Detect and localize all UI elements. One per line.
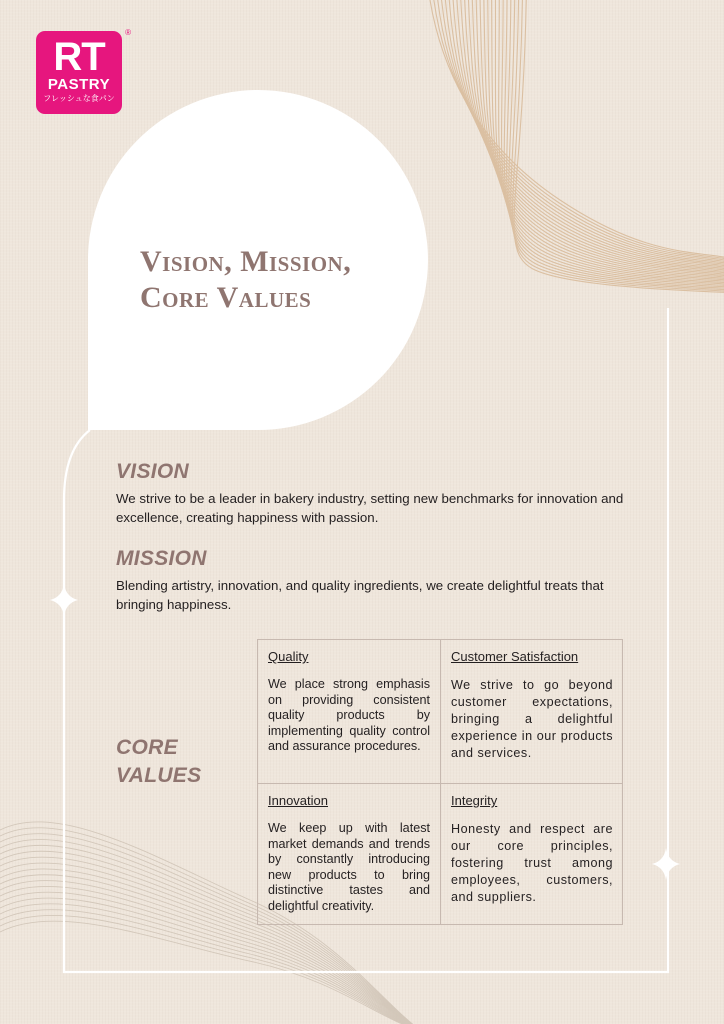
vision-heading: VISION bbox=[116, 460, 189, 483]
contour-line bbox=[495, 0, 724, 282]
logo-mark: RT bbox=[53, 35, 105, 79]
core-value-text: We place strong emphasis on providing consistent quality products by implementing quality control and assurance procedures. bbox=[268, 677, 430, 754]
core-value-quality bbox=[258, 640, 440, 783]
core-value-title: Innovation bbox=[268, 793, 328, 808]
core-value-text: Honesty and respect are our core principles, fostering trust among employees, customers, and suppliers. bbox=[451, 822, 613, 904]
core-values-heading bbox=[116, 734, 226, 790]
contour-line bbox=[461, 0, 724, 271]
sparkle-star-icon-left bbox=[50, 584, 78, 616]
core-value-text: We strive to go beyond customer expectations, bringing a delightful experience in our products and services. bbox=[451, 678, 613, 760]
contour-line bbox=[465, 0, 724, 272]
rt-pastry-logo bbox=[36, 28, 131, 114]
core-value-innovation bbox=[258, 783, 440, 925]
registered-mark: ® bbox=[125, 28, 131, 37]
logo-tagline: フレッシュな食パン bbox=[43, 94, 115, 103]
page-title-line1: Vision, Mission, bbox=[140, 245, 352, 278]
mission-heading: MISSION bbox=[116, 547, 207, 570]
vision-text: We strive to be a leader in bakery industry, setting new benchmarks for innovation and excellence, creating happiness with passion. bbox=[116, 491, 624, 525]
page-title-line2: Core Values bbox=[140, 281, 312, 314]
core-value-title: Integrity bbox=[451, 793, 498, 808]
core-value-text: We keep up with latest market demands and trends by constantly introducing new products to bring distinctive tastes and delightful creativity. bbox=[268, 821, 430, 913]
contour-line bbox=[449, 0, 724, 267]
core-values-heading-line2: VALUES bbox=[116, 764, 202, 787]
page-title bbox=[140, 244, 440, 316]
core-value-integrity bbox=[440, 783, 623, 925]
contour-line bbox=[457, 0, 724, 269]
sparkle-star-icon-right bbox=[652, 848, 680, 880]
core-value-title: Customer Satisfaction bbox=[451, 649, 579, 664]
core-value-customer-satisfaction bbox=[440, 640, 623, 783]
logo-brand: PASTRY bbox=[47, 76, 111, 93]
core-values-table bbox=[257, 639, 623, 925]
contour-line bbox=[509, 0, 724, 289]
core-value-title: Quality bbox=[268, 649, 309, 664]
contour-lines-top-right bbox=[430, 0, 724, 293]
mission-text: Blending artistry, innovation, and quality ingredients, we create delightful treats that bringing happiness. bbox=[116, 578, 604, 612]
core-values-heading-line1: CORE bbox=[116, 736, 178, 759]
